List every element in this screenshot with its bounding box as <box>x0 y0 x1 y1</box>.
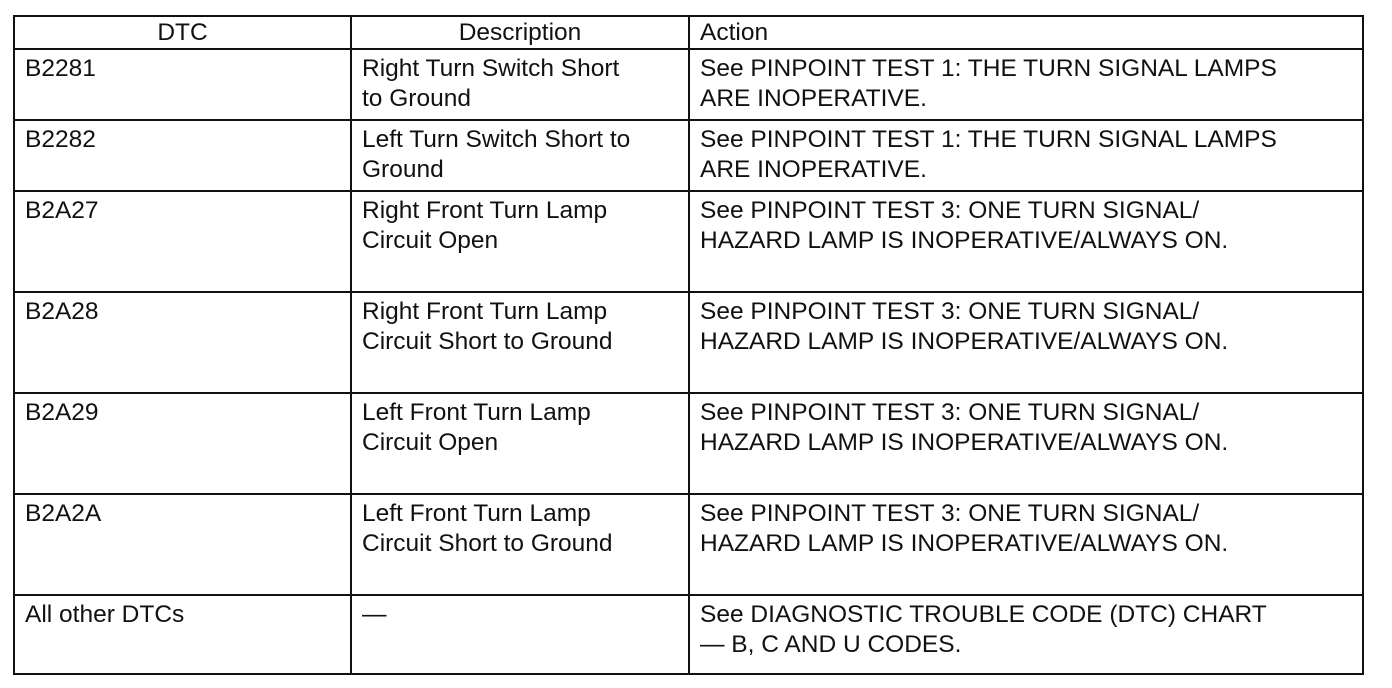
description-cell <box>351 292 689 393</box>
action-cell <box>689 595 1363 674</box>
description-line: Right Front Turn Lamp <box>362 197 608 224</box>
dtc-code-cell <box>14 292 351 393</box>
action-line: HAZARD LAMP IS INOPERATIVE/ALWAYS ON. <box>700 328 1229 355</box>
description-cell <box>351 595 689 674</box>
dtc-code-cell <box>14 393 351 494</box>
dtc-code-cell <box>14 120 351 191</box>
description-cell <box>351 49 689 120</box>
description-cell <box>351 191 689 292</box>
description-line: to Ground <box>362 85 471 112</box>
table-row <box>14 595 1363 674</box>
action-line: See DIAGNOSTIC TROUBLE CODE (DTC) CHART <box>700 601 1267 628</box>
description-line: Left Front Turn Lamp <box>362 399 591 426</box>
description-line: Right Front Turn Lamp <box>362 298 608 325</box>
action-line: See PINPOINT TEST 3: ONE TURN SIGNAL/ <box>700 399 1200 426</box>
description-line: Ground <box>362 156 444 183</box>
dtc-code: B2A2A <box>25 500 102 527</box>
action-line: — B, C AND U CODES. <box>700 631 962 658</box>
dtc-code: All other DTCs <box>25 601 185 628</box>
action-line: ARE INOPERATIVE. <box>700 85 927 112</box>
dtc-code: B2A28 <box>25 298 99 325</box>
header-action: Action <box>689 16 1363 49</box>
table-row <box>14 120 1363 191</box>
description-line: Circuit Short to Ground <box>362 328 613 355</box>
action-line: ARE INOPERATIVE. <box>700 156 927 183</box>
header-dtc: DTC <box>14 16 351 49</box>
action-line: HAZARD LAMP IS INOPERATIVE/ALWAYS ON. <box>700 227 1229 254</box>
dtc-code: B2A29 <box>25 399 99 426</box>
table-row <box>14 494 1363 595</box>
dtc-code-cell <box>14 191 351 292</box>
dtc-code-cell <box>14 49 351 120</box>
action-line: HAZARD LAMP IS INOPERATIVE/ALWAYS ON. <box>700 530 1229 557</box>
action-line: HAZARD LAMP IS INOPERATIVE/ALWAYS ON. <box>700 429 1229 456</box>
dtc-code: B2282 <box>25 126 96 153</box>
action-line: See PINPOINT TEST 1: THE TURN SIGNAL LAMPS <box>700 126 1277 153</box>
action-cell <box>689 393 1363 494</box>
table-row <box>14 393 1363 494</box>
action-line: See PINPOINT TEST 3: ONE TURN SIGNAL/ <box>700 298 1200 325</box>
description-line: Circuit Open <box>362 227 499 254</box>
table-row <box>14 49 1363 120</box>
table-row <box>14 292 1363 393</box>
description-cell <box>351 494 689 595</box>
table-row <box>14 191 1363 292</box>
table-header-row <box>14 16 1363 49</box>
description-line: — <box>362 601 387 628</box>
action-cell <box>689 49 1363 120</box>
description-cell <box>351 120 689 191</box>
action-line: See PINPOINT TEST 1: THE TURN SIGNAL LAMPS <box>700 55 1277 82</box>
dtc-code-cell <box>14 595 351 674</box>
action-line: See PINPOINT TEST 3: ONE TURN SIGNAL/ <box>700 197 1200 224</box>
dtc-table-container <box>13 15 1362 675</box>
dtc-code: B2281 <box>25 55 96 82</box>
description-line: Circuit Open <box>362 429 499 456</box>
action-cell <box>689 494 1363 595</box>
dtc-table <box>13 15 1364 675</box>
description-line: Left Turn Switch Short to <box>362 126 631 153</box>
action-line: See PINPOINT TEST 3: ONE TURN SIGNAL/ <box>700 500 1200 527</box>
action-cell <box>689 292 1363 393</box>
action-cell <box>689 191 1363 292</box>
description-line: Circuit Short to Ground <box>362 530 613 557</box>
dtc-code: B2A27 <box>25 197 99 224</box>
description-line: Left Front Turn Lamp <box>362 500 591 527</box>
action-cell <box>689 120 1363 191</box>
header-description: Description <box>351 16 689 49</box>
description-line: Right Turn Switch Short <box>362 55 620 82</box>
dtc-code-cell <box>14 494 351 595</box>
description-cell <box>351 393 689 494</box>
